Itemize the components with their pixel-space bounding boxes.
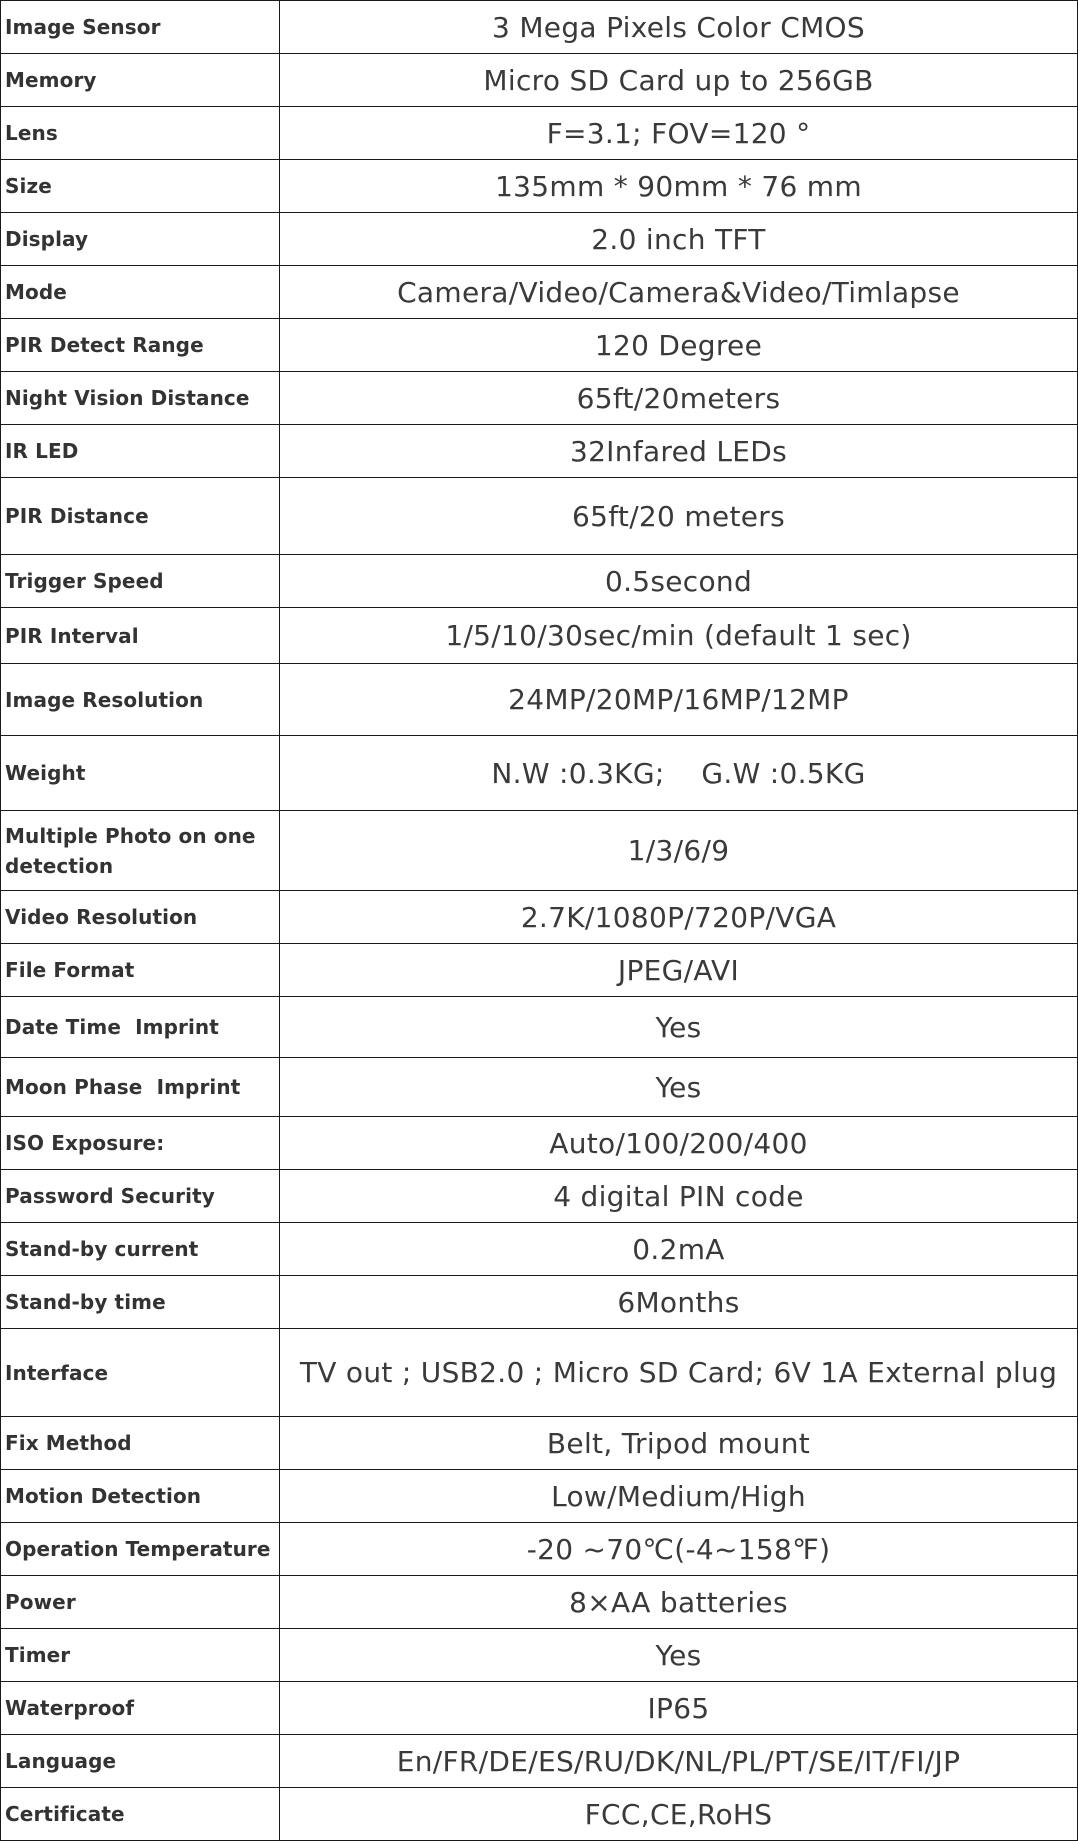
spec-label: Date Time Imprint <box>1 997 280 1058</box>
spec-row-multiple-photo <box>1 811 1078 891</box>
spec-row-pir-distance <box>1 478 1078 555</box>
spec-row-moon-phase-imprint <box>1 1058 1078 1117</box>
spec-row-night-vision-distance <box>1 372 1078 425</box>
spec-label: Power <box>1 1576 280 1629</box>
spec-row-ir-led <box>1 425 1078 478</box>
spec-label: Night Vision Distance <box>1 372 280 425</box>
spec-label: Interface <box>1 1329 280 1417</box>
spec-value: Low/Medium/High <box>280 1470 1078 1523</box>
spec-row-motion-detection <box>1 1470 1078 1523</box>
spec-row-memory <box>1 54 1078 107</box>
spec-value: 4 digital PIN code <box>280 1170 1078 1223</box>
spec-value: FCC,CE,RoHS <box>280 1788 1078 1841</box>
spec-row-video-resolution <box>1 891 1078 944</box>
spec-label: Motion Detection <box>1 1470 280 1523</box>
spec-row-file-format <box>1 944 1078 997</box>
spec-label: Size <box>1 160 280 213</box>
spec-label: Lens <box>1 107 280 160</box>
spec-label: Language <box>1 1735 280 1788</box>
spec-value: Yes <box>280 997 1078 1058</box>
spec-value: Yes <box>280 1629 1078 1682</box>
spec-value: Belt, Tripod mount <box>280 1417 1078 1470</box>
spec-row-pir-interval <box>1 608 1078 664</box>
spec-value: 1/5/10/30sec/min (default 1 sec) <box>280 608 1078 664</box>
spec-label: Image Sensor <box>1 1 280 54</box>
spec-value: TV out ; USB2.0 ; Micro SD Card; 6V 1A External plug <box>280 1329 1078 1417</box>
spec-row-mode <box>1 266 1078 319</box>
spec-label: Video Resolution <box>1 891 280 944</box>
spec-value: 65ft/20meters <box>280 372 1078 425</box>
spec-label: Weight <box>1 736 280 811</box>
spec-row-language <box>1 1735 1078 1788</box>
spec-row-fix-method <box>1 1417 1078 1470</box>
spec-value: N.W :0.3KG; G.W :0.5KG <box>280 736 1078 811</box>
spec-value: Yes <box>280 1058 1078 1117</box>
spec-label: PIR Interval <box>1 608 280 664</box>
spec-value: 32Infared LEDs <box>280 425 1078 478</box>
spec-row-trigger-speed <box>1 555 1078 608</box>
spec-value: JPEG/AVI <box>280 944 1078 997</box>
spec-label: Memory <box>1 54 280 107</box>
spec-row-image-resolution <box>1 664 1078 736</box>
spec-value: 6Months <box>280 1276 1078 1329</box>
spec-label: File Format <box>1 944 280 997</box>
spec-row-power <box>1 1576 1078 1629</box>
spec-label: ISO Exposure: <box>1 1117 280 1170</box>
spec-label: Fix Method <box>1 1417 280 1470</box>
spec-value: 2.7K/1080P/720P/VGA <box>280 891 1078 944</box>
spec-value: 24MP/20MP/16MP/12MP <box>280 664 1078 736</box>
spec-row-date-time-imprint <box>1 997 1078 1058</box>
spec-row-pir-detect-range <box>1 319 1078 372</box>
spec-value: 135mm * 90mm * 76 mm <box>280 160 1078 213</box>
spec-value: -20 ~70℃(-4~158℉) <box>280 1523 1078 1576</box>
spec-label: Waterproof <box>1 1682 280 1735</box>
spec-label: Display <box>1 213 280 266</box>
spec-row-standby-current <box>1 1223 1078 1276</box>
spec-value: 0.5second <box>280 555 1078 608</box>
spec-label: Certificate <box>1 1788 280 1841</box>
spec-label: PIR Distance <box>1 478 280 555</box>
spec-value: 65ft/20 meters <box>280 478 1078 555</box>
spec-label: Stand-by time <box>1 1276 280 1329</box>
spec-value: IP65 <box>280 1682 1078 1735</box>
spec-label: Timer <box>1 1629 280 1682</box>
spec-row-size <box>1 160 1078 213</box>
spec-label: Operation Temperature <box>1 1523 280 1576</box>
spec-value: Auto/100/200/400 <box>280 1117 1078 1170</box>
spec-label: Moon Phase Imprint <box>1 1058 280 1117</box>
spec-row-interface <box>1 1329 1078 1417</box>
spec-label: Stand-by current <box>1 1223 280 1276</box>
spec-row-certificate <box>1 1788 1078 1841</box>
spec-row-lens <box>1 107 1078 160</box>
spec-row-waterproof <box>1 1682 1078 1735</box>
spec-value: 8×AA batteries <box>280 1576 1078 1629</box>
spec-value: 0.2mA <box>280 1223 1078 1276</box>
spec-label: Multiple Photo on one detection <box>1 811 280 891</box>
spec-value: Camera/Video/Camera&Video/Timlapse <box>280 266 1078 319</box>
spec-label: PIR Detect Range <box>1 319 280 372</box>
spec-value: F=3.1; FOV=120 ° <box>280 107 1078 160</box>
spec-value: Micro SD Card up to 256GB <box>280 54 1078 107</box>
spec-value: 3 Mega Pixels Color CMOS <box>280 1 1078 54</box>
spec-table-body <box>1 1 1078 1841</box>
spec-row-display <box>1 213 1078 266</box>
spec-value: 1/3/6/9 <box>280 811 1078 891</box>
spec-row-password-security <box>1 1170 1078 1223</box>
spec-row-operation-temperature <box>1 1523 1078 1576</box>
spec-label: IR LED <box>1 425 280 478</box>
spec-row-weight <box>1 736 1078 811</box>
spec-value: 2.0 inch TFT <box>280 213 1078 266</box>
spec-row-iso-exposure <box>1 1117 1078 1170</box>
spec-row-image-sensor <box>1 1 1078 54</box>
spec-value: 120 Degree <box>280 319 1078 372</box>
spec-value: En/FR/DE/ES/RU/DK/NL/PL/PT/SE/IT/FI/JP <box>280 1735 1078 1788</box>
spec-row-timer <box>1 1629 1078 1682</box>
spec-label: Image Resolution <box>1 664 280 736</box>
spec-label: Mode <box>1 266 280 319</box>
spec-row-standby-time <box>1 1276 1078 1329</box>
spec-label: Password Security <box>1 1170 280 1223</box>
spec-label: Trigger Speed <box>1 555 280 608</box>
